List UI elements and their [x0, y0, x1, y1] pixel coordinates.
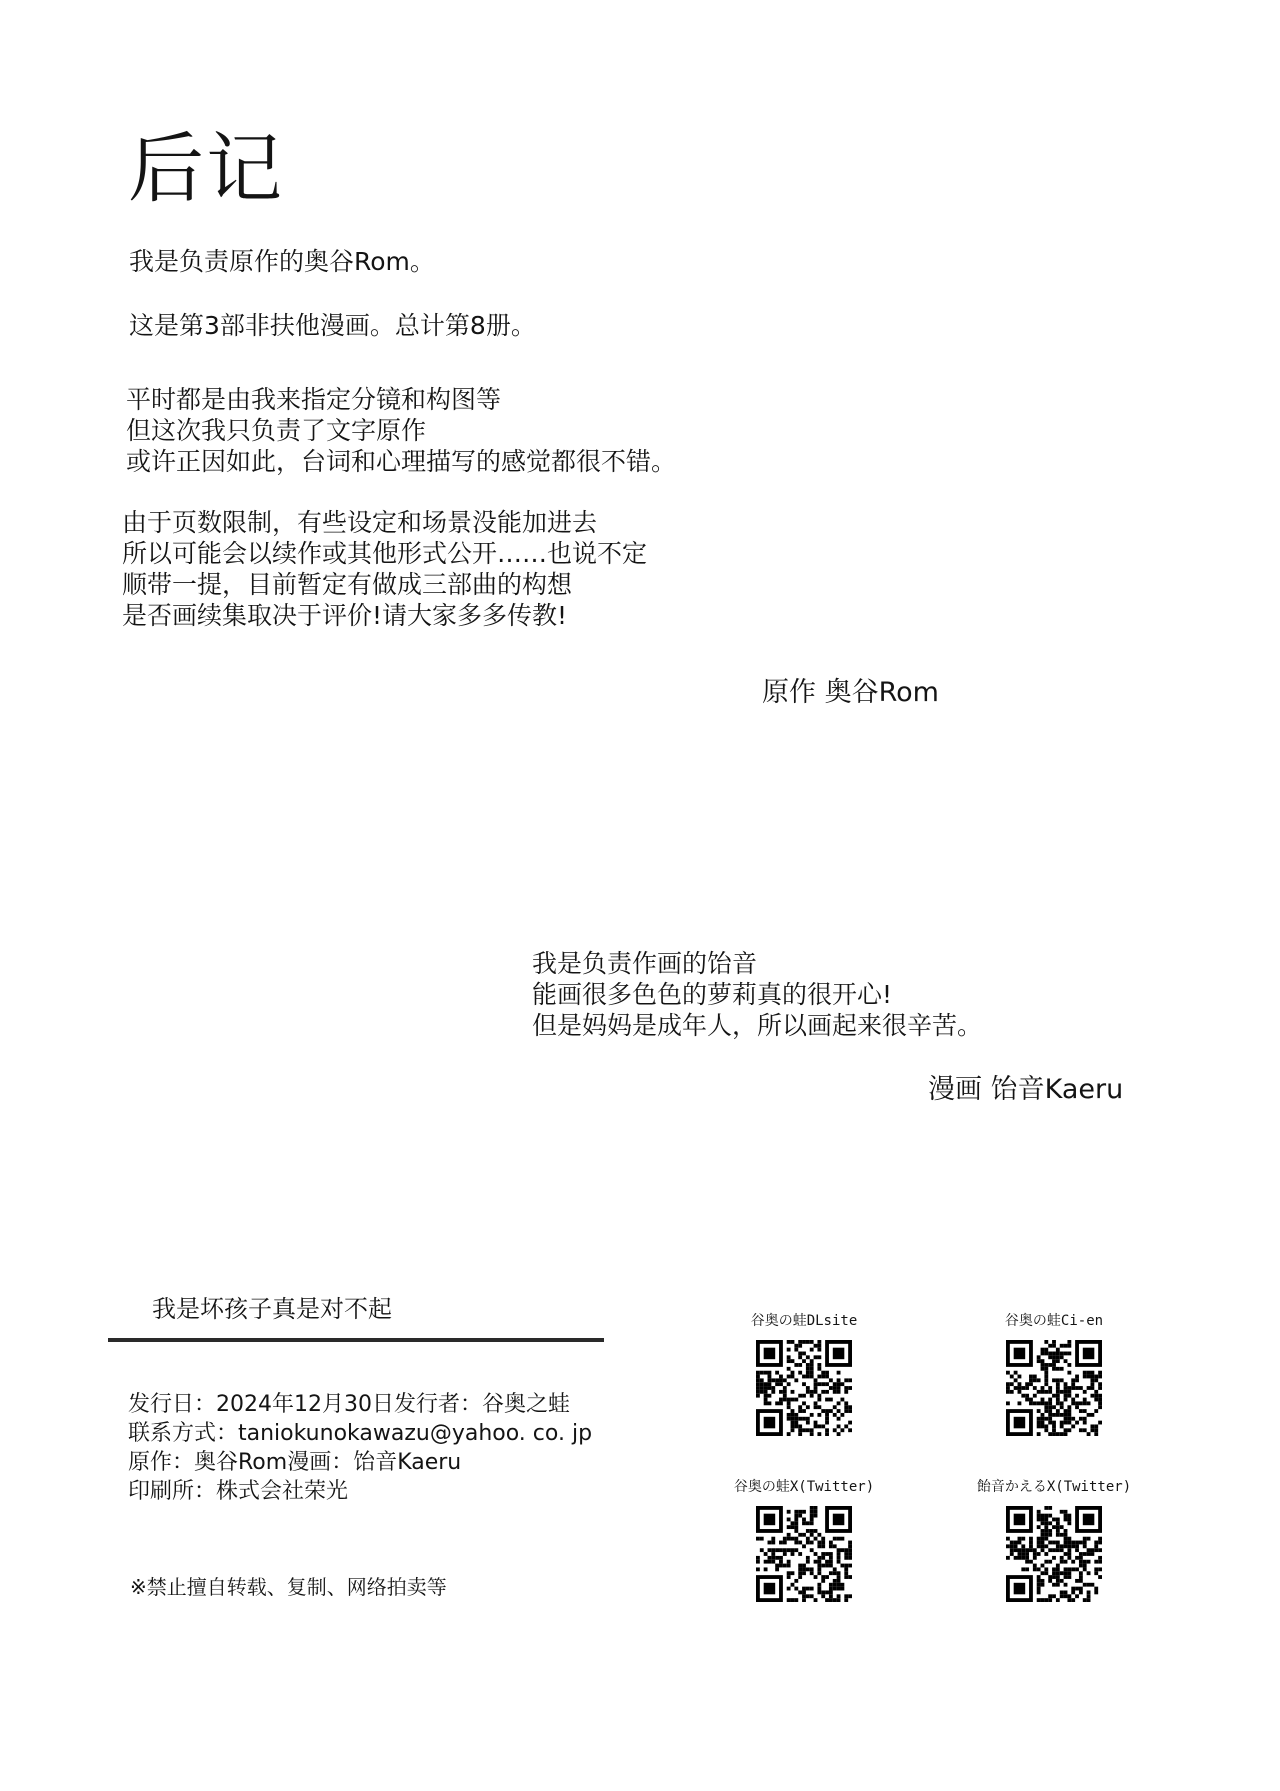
author-note-line: 是否画续集取决于评价!请大家多多传教! — [122, 601, 568, 630]
author-note-line: 平时都是由我来指定分镜和构图等 — [126, 385, 502, 414]
colophon-divider — [108, 1338, 604, 1342]
colophon-line: 印刷所：株式会社荣光 — [128, 1479, 349, 1504]
author-note-paragraph — [126, 384, 676, 477]
author-note-line: 我是负责原作的奥谷Rom。 — [129, 247, 435, 276]
author-note-line: 由于页数限制，有些设定和场景没能加进去 — [122, 508, 598, 537]
qr-code-icon — [1006, 1506, 1102, 1602]
author-note-line: 顺带一提，目前暂定有做成三部曲的构想 — [122, 570, 573, 599]
colophon-details — [128, 1390, 592, 1506]
author-note-paragraph — [122, 507, 647, 631]
colophon-line: 联系方式：taniokunokawazu@yahoo. co. jp — [128, 1421, 593, 1446]
qr-label: 飴音かえるX(Twitter) — [976, 1479, 1132, 1495]
page-title: 后记 — [128, 124, 284, 213]
colophon-title: 我是坏孩子真是对不起 — [152, 1295, 392, 1323]
qr-block-twitter-studio[interactable] — [714, 1478, 894, 1602]
artist-note-line: 但是妈妈是成年人，所以画起来很辛苦。 — [532, 1011, 983, 1040]
artist-note-line: 能画很多色色的萝莉真的很开心! — [532, 980, 893, 1009]
qr-code-icon — [756, 1506, 852, 1602]
author-note-line: 所以可能会以续作或其他形式公开……也说不定 — [122, 539, 648, 568]
qr-code-icon — [1006, 1340, 1102, 1436]
colophon-line: 发行日：2024年12月30日发行者：谷奥之蛙 — [128, 1392, 570, 1417]
colophon-line: 原作：奥谷Rom漫画：饴音Kaeru — [128, 1450, 462, 1475]
author-signature: 原作 奥谷Rom — [762, 677, 939, 708]
artist-note-line: 我是负责作画的饴音 — [532, 949, 758, 978]
author-note-line: 这是第3部非扶他漫画。总计第8册。 — [129, 311, 536, 340]
author-note-line: 或许正因如此，台词和心理描写的感觉都很不错。 — [126, 447, 677, 476]
qr-label: 谷奥の蛙DLsite — [750, 1313, 858, 1329]
artist-signature: 漫画 饴音Kaeru — [928, 1074, 1124, 1105]
artist-note-paragraph — [532, 948, 982, 1041]
qr-block-twitter-artist[interactable] — [964, 1478, 1144, 1602]
copyright-notice: ※禁止擅自转载、复制、网络拍卖等 — [130, 1575, 447, 1599]
qr-code-icon — [756, 1340, 852, 1436]
qr-label: 谷奥の蛙Ci-en — [1004, 1313, 1104, 1329]
qr-label: 谷奥の蛙X(Twitter) — [733, 1479, 875, 1495]
author-note-line: 但这次我只负责了文字原作 — [126, 416, 427, 445]
qr-block-dlsite[interactable] — [714, 1312, 894, 1436]
qr-block-ci-en[interactable] — [964, 1312, 1144, 1436]
